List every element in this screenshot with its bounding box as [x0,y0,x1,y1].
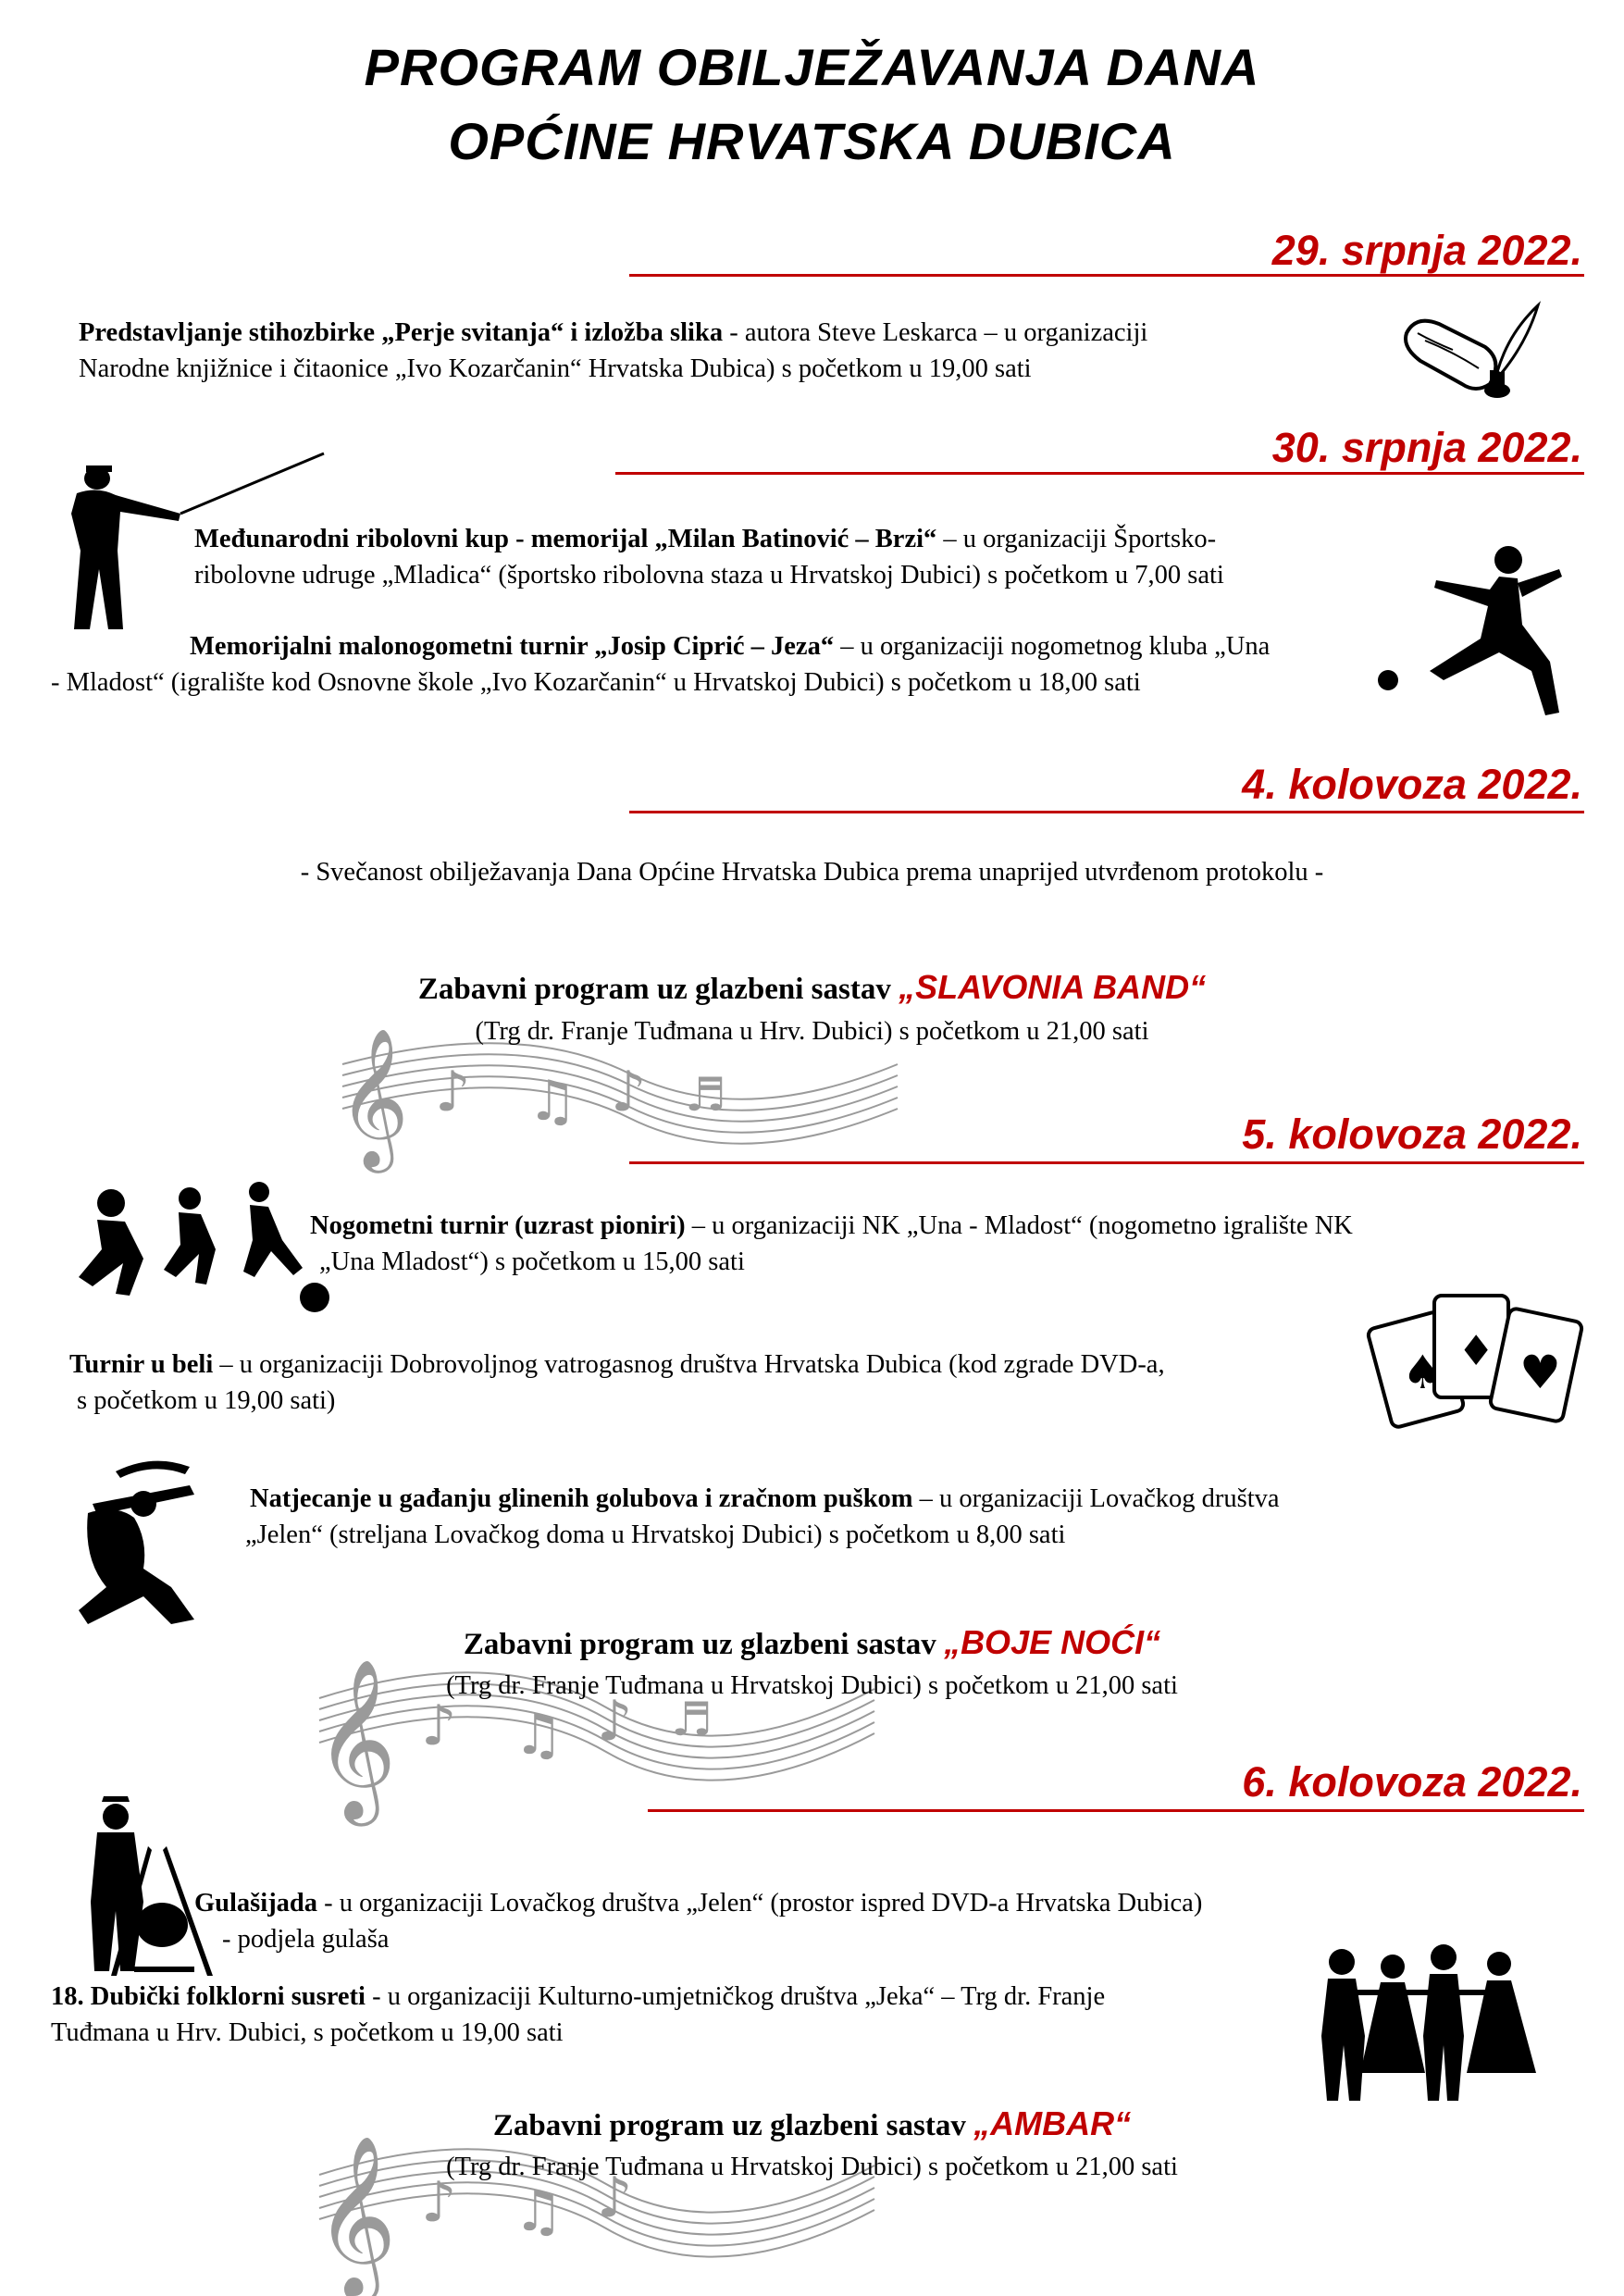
event-concert-boje-noci: Zabavni program uz glazbeni sastav „BOJE NOĆI“ [463,1623,1161,1661]
event-fishing-cup: Međunarodni ribolovni kup - memorijal „Milan Batinović – Brzi“ – u organizaciji Športsko- ribolovne udruge „Mladica“ (športsko ribolovna staza u Hrvatskoj Dubici) s početkom u 7,00 sati [194,525,1224,590]
event-concert-slavonia-band: Zabavni program uz glazbeni sastav „SLAVONIA BAND“ [417,968,1207,1006]
event-youth-football: Nogometni turnir (uzrast pioniri) – u organizaciji NK „Una - Mladost“ (nogometno igralište NK „Una Mladost“) s početkom u 15,00 sati [310,1211,1353,1276]
date-heading-4: 5. kolovoza 2022. [1242,1111,1582,1158]
svg-text:𝄞: 𝄞 [338,1026,409,1167]
svg-text:♫: ♫ [514,2179,564,2244]
playing-cards-icon [1360,1286,1587,1434]
event-concert-boje-noci-place: (Trg dr. Franje Tuđmana u Hrvatskoj Dubici) s početkom u 21,00 sati [446,1671,1178,1700]
page-title-line2: OPĆINE HRVATSKA DUBICA [448,112,1176,170]
svg-text:♦: ♦ [1457,1326,1495,1375]
svg-text:♠: ♠ [1402,1346,1444,1399]
date-divider-2 [615,472,1584,475]
event-folklore-meeting: 18. Dubički folklorni susreti - u organizaciji Kulturno-umjetničkog društva „Jeka“ – Trg dr. Franje Tuđmana u Hrv. Dubici, s početkom u 19,00 sati [51,1982,1106,2047]
event-bela-card-tournament: Turnir u beli – u organizaciji Dobrovoljnog vatrogasnog društva Hrvatska Dubica (kod zgrade DVD-a, s početkom u 19,00 sati) [69,1350,1165,1415]
scroll-quill-icon [1397,296,1545,407]
event-goulash-festival: Gulašijada - u organizaciji Lovačkog društva „Jelen“ (prostor ispred DVD-a Hrvatska Dubica) - podjela gulaša [194,1889,1203,1954]
event-concert-slavonia-place: (Trg dr. Franje Tuđmana u Hrv. Dubici) s početkom u 21,00 sati [475,1017,1149,1046]
svg-text:♬: ♬ [671,1693,713,1746]
date-heading-1: 29. srpnja 2022. [1271,227,1582,274]
svg-text:♫: ♫ [514,1703,564,1768]
soccer-player-icon [1370,541,1573,745]
running-kids-icon [60,1175,338,1323]
svg-text:♪: ♪ [421,1694,457,1758]
date-divider-4 [629,1161,1584,1164]
svg-text:♪: ♪ [597,1689,633,1754]
event-concert-ambar-place: (Trg dr. Franje Tuđmana u Hrvatskoj Dubici) s početkom u 21,00 sati [446,2153,1178,2181]
date-heading-3: 4. kolovoza 2022. [1242,761,1582,808]
svg-text:♬: ♬ [685,1068,726,1122]
svg-text:♪: ♪ [435,1060,471,1124]
page-title-line1: PROGRAM OBILJEŽAVANJA DANA [364,38,1260,96]
date-heading-2: 30. srpnja 2022. [1271,424,1582,471]
svg-text:♪: ♪ [611,1060,647,1124]
date-heading-5: 6. kolovoza 2022. [1242,1758,1582,1806]
svg-text:♪: ♪ [421,2170,457,2235]
date-divider-5 [648,1809,1584,1812]
event-clay-pigeon-shooting: Natjecanje u gađanju glinenih golubova i zračnom puškom – u organizaciji Lovačkog društva „Jelen“ (streljana Lovačkog doma u Hrvatskoj Dubici) s početkom u 8,00 sati [245,1484,1280,1549]
svg-text:♪: ♪ [597,2166,633,2230]
date-divider-1 [629,274,1584,277]
event-concert-ambar: Zabavni program uz glazbeni sastav „AMBAR“ [492,2104,1132,2142]
svg-text:♥: ♥ [1519,1346,1561,1399]
event-poetry-presentation: Predstavljanje stihozbirke „Perje svitanja“ i izložba slika - autora Steve Leskarca – u organizaciji Narodne knjižnice i čitaonice „Ivo Kozarčanin“ Hrvatska Dubica) s početkom u 19,00 sati [79,318,1148,383]
event-futsal-tournament: Memorijalni malonogometni turnir „Josip Ciprić – Jeza“ – u organizaciji nogometnog kluba „Una - Mladost“ (igralište kod Osnovne škole „Ivo Kozarčanin“ u Hrvatskoj Dubici) s početkom u 18,00 sati [51,632,1271,697]
event-ceremony: - Svečanost obilježavanja Dana Općine Hrvatska Dubica prema unaprijed utvrđenom protokolu - [300,858,1324,887]
svg-text:𝄞: 𝄞 [315,1658,397,1819]
svg-text:𝄞: 𝄞 [315,2135,397,2296]
svg-text:♫: ♫ [527,1069,577,1134]
date-divider-3 [629,811,1584,813]
hunter-shooting-icon [60,1448,245,1633]
